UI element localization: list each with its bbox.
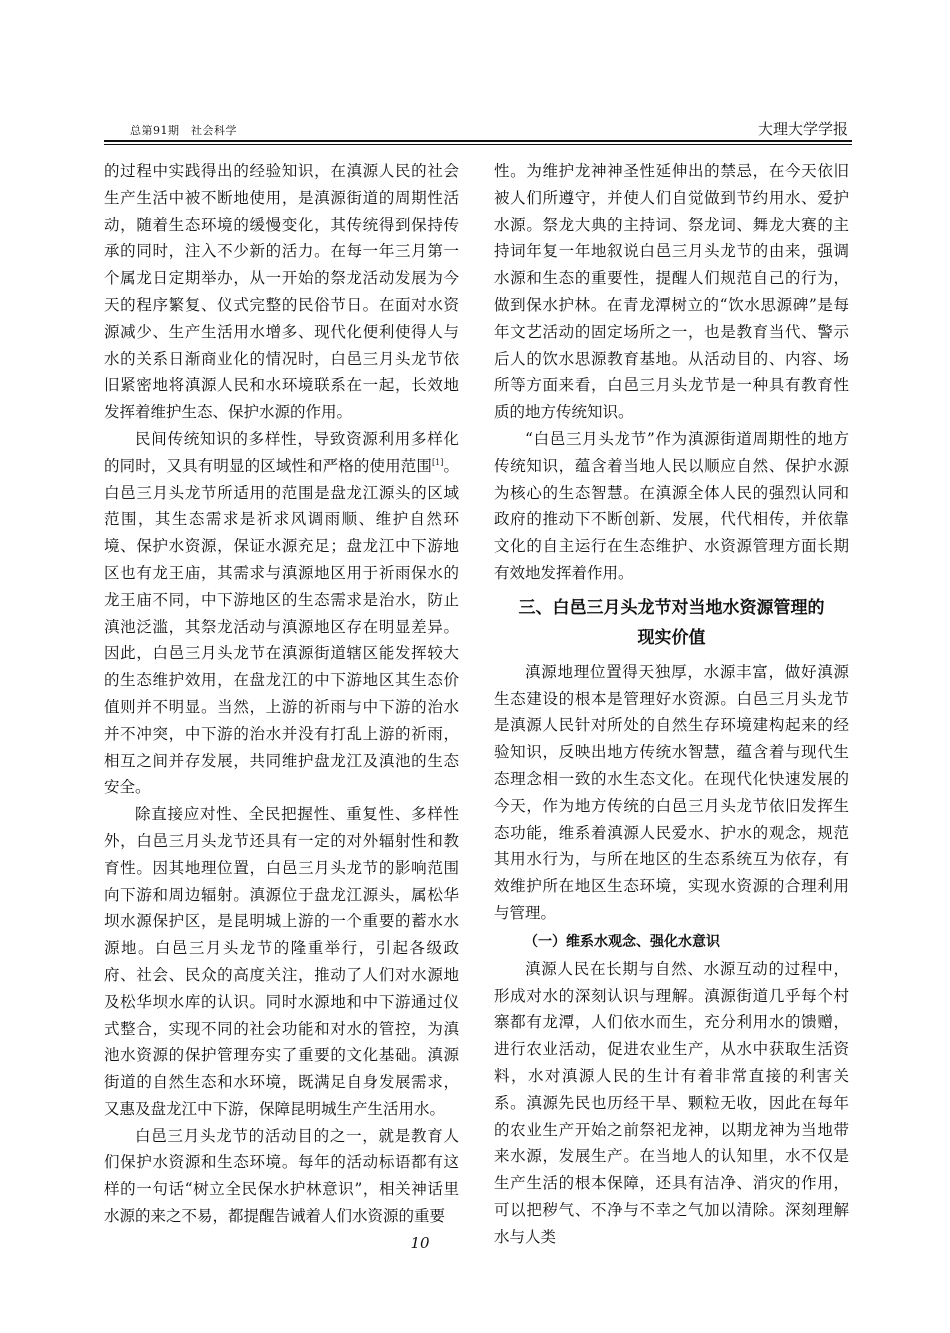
paragraph: 的过程中实践得出的经验知识，在滇源人民的社会生产生活中被不断地使用，是滇源街道的周期性活动，随着生态环境的缓慢变化，其传统得到保持传承的同时，注入不少新的活力。在每一年三月第一个属龙日定期举办，从一开始的祭龙活动发展为今天的程序繁复、仪式完整的民俗节日。在面对水资源减少、生产生活用水增多、现代化便利使得人与水的关系日渐商业化的情况时，白邑三月头龙节依旧紧密地将滇源人民和水环境联系在一起，长效地发挥着维护生态、保护水源的作用。 [104, 162, 459, 422]
header-journal-title: 大理大学学报 [757, 120, 848, 138]
paragraph [104, 426, 459, 801]
subsection-heading: （一）维系水观念、强化水意识 [524, 933, 720, 950]
paragraph: “白邑三月头龙节”作为滇源街道周期性的地方传统知识，蕴含着当地人民以顺应自然、保护水源为核心的生态智慧。在滇源全体人民的强烈认同和政府的推动下不断创新、发展，代代相传，并依靠文化的自主运行在生态维护、水资源管理方面长期有效地发挥着作用。 [494, 429, 849, 582]
running-header [104, 118, 852, 140]
header-rule-thick [104, 140, 852, 142]
paragraph: 除直接应对性、全民把握性、重复性、多样性外，白邑三月头龙节还具有一定的对外辐射性和教育性。因其地理位置，白邑三月头龙节的影响范围向下游和周边辐射。滇源位于盘龙江源头，属松华坝水源保护区，是昆明城上游的一个重要的蓄水水源地。白邑三月头龙节的隆重举行，引起各级政府、社会、民众的高度关注，推动了人们对水源地及松华坝水库的认识。同时水源地和中下游通过仪式整合，实现不同的社会功能和对水的管控，为滇池水资源的保护管理夯实了重要的文化基础。滇源街道的自然生态和水环境，既满足自身发展需求，又惠及盘龙江中下游，保障昆明城生产生活用水。 [104, 805, 459, 1118]
paragraph: 滇源地理位置得天独厚，水源丰富，做好滇源生态建设的根本是管理好水资源。白邑三月头龙节是滇源人民针对所处的自然生存环境建构起来的经验知识，反映出地方传统水智慧，蕴含着与现代生态理念相一致的水生态文化。在现代化快速发展的今天，作为地方传统的白邑三月头龙节依旧发挥生态功能，维系着滇源人民爱水、护水的观念，规范其用水行为，与所在地区的生态系统互为依存，有效维护所在地区生态环境，实现水资源的合理利用与管理。 [494, 662, 849, 922]
paragraph-text: 。白邑三月头龙节所适用的范围是盘龙江源头的区域范围，其生态需求是祈求风调雨顺、维护自然环境、保护水资源，保证水源充足；盘龙江中下游地区也有龙王庙，其需求与滇源地区用于祈雨保水的龙王庙不同，中下游地区的生态需求是治水，防止滇池泛滥，其祭龙活动与滇源地区存在明显差异。因此，白邑三月头龙节在滇源街道辖区能发挥较大的生态维护效用，在盘龙江的中下游地区其生态价值则并不明显。当然，上游的祈雨与中下游的治水并不冲突，中下游的治水并没有打乱上游的祈雨，相互之间并存发展，共同维护盘龙江及滇池的生态安全。 [104, 456, 459, 797]
paragraph-text: 民间传统知识的多样性，导致资源利用多样化的同时，又具有明显的区域性和严格的使用范围 [104, 429, 459, 475]
left-column [104, 158, 459, 1230]
citation-ref: [1] [432, 457, 444, 467]
header-issue-info: 总第91期 社会科学 [130, 124, 237, 137]
section-heading [494, 593, 849, 653]
paragraph: 白邑三月头龙节的活动目的之一，就是教育人们保护水资源和生态环境。每年的活动标语都有这样的一句话“树立全民保水护林意识”，相关神话里水源的来之不易，都提醒告诫着人们水资源的重要 [104, 1126, 459, 1226]
header-rule-thin [104, 144, 852, 145]
paragraph: 性。为维护龙神神圣性延伸出的禁忌，在今天依旧被人们所遵守，并使人们自觉做到节约用水、爱护水源。祭龙大典的主持词、祭龙词、舞龙大赛的主持词年复一年地叙说白邑三月头龙节的由来，强调水源和生态的重要性，提醒人们规范自己的行为，做到保水护林。在青龙潭树立的“饮水思源碑”是每年文艺活动的固定场所之一，也是教育当代、警示后人的饮水思源教育基地。从活动目的、内容、场所等方面来看，白邑三月头龙节是一种具有教育性质的地方传统知识。 [494, 162, 849, 422]
page-number: 10 [410, 1234, 430, 1252]
paragraph: 滇源人民在长期与自然、水源互动的过程中，形成对水的深刻认识与理解。滇源街道几乎每个村寨都有龙潭，人们依水而生，充分利用水的馈赠，进行农业活动，促进农业生产，从水中获取生活资料，水对滇源人民的生计有着非常直接的利害关系。滇源先民也历经干旱、颗粒无收，因此在每年的农业生产开始之前祭祀龙神，以期龙神为当地带来水源，发展生产。在当地人的认知里，水不仅是生产生活的根本保障，还具有洁净、消灾的作用，可以把秽气、不净与不幸之气加以清除。深刻理解水与人类 [494, 959, 849, 1246]
right-column [494, 158, 849, 1250]
section-heading-line2: 现实价值 [637, 627, 706, 648]
section-heading-line1: 三、白邑三月头龙节对当地水资源管理的 [518, 597, 825, 618]
